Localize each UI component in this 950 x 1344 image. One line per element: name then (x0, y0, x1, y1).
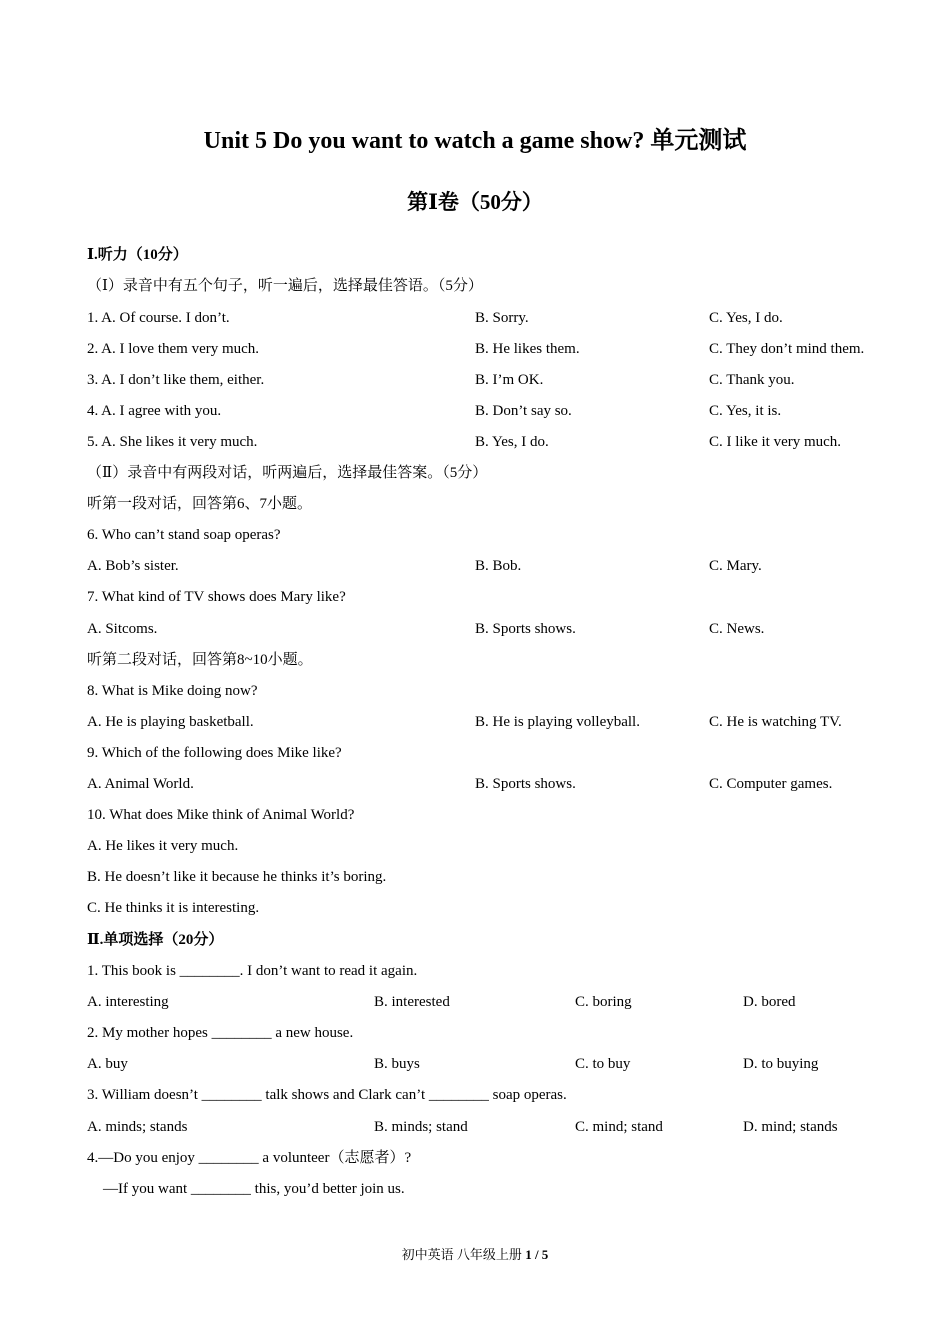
option-a: A. Animal World. (87, 776, 194, 792)
option-b: B. I’m OK. (475, 372, 544, 388)
question-8: 8. What is Mike doing now? (87, 683, 258, 699)
option-a: A. minds; stands (87, 1119, 188, 1135)
option-b: B. He is playing volleyball. (475, 714, 640, 730)
option-a: A. He likes it very much. (87, 838, 239, 854)
option-b: B. He doesn’t like it because he thinks it’s boring. (87, 869, 387, 885)
list-item (87, 553, 887, 579)
option-b: B. Don’t say so. (475, 403, 572, 419)
option-b: B. He likes them. (475, 341, 580, 357)
option-d: D. bored (743, 994, 796, 1010)
question-4-reply: —If you want ________ this, you’d better join us. (103, 1181, 405, 1197)
list-item (87, 709, 887, 735)
part-subtitle: 第Ⅰ卷（50分） (407, 190, 543, 214)
option-c: C. Yes, it is. (709, 403, 782, 419)
list-item (87, 367, 887, 393)
option-a: 5. A. She likes it very much. (87, 434, 258, 450)
option-a: 2. A. I love them very much. (87, 341, 260, 357)
list-item (87, 336, 887, 362)
option-d: D. to buying (743, 1056, 819, 1072)
question-2: 2. My mother hopes ________ a new house. (87, 1025, 354, 1041)
option-c: C. to buy (575, 1056, 631, 1072)
page-footer (0, 1244, 950, 1266)
option-c: C. Thank you. (709, 372, 795, 388)
option-d: D. mind; stands (743, 1119, 838, 1135)
option-c: C. Yes, I do. (709, 310, 783, 326)
option-b: B. buys (374, 1056, 420, 1072)
option-c: C. mind; stand (575, 1119, 663, 1135)
option-a: 4. A. I agree with you. (87, 403, 222, 419)
part2-instruction: （Ⅱ）录音中有两段对话，听两遍后，选择最佳答案。（5分） (87, 465, 488, 481)
list-item (87, 429, 887, 455)
footer-text: 初中英语 八年级上册 (401, 1247, 522, 1262)
option-c: C. He is watching TV. (709, 714, 842, 730)
question-9: 9. Which of the following does Mike like? (87, 745, 342, 761)
option-b: B. Sports shows. (475, 776, 576, 792)
list-item (87, 1114, 867, 1140)
question-1: 1. This book is ________. I don’t want to read it again. (87, 963, 418, 979)
option-b: B. Bob. (475, 558, 522, 574)
option-c: C. He thinks it is interesting. (87, 900, 260, 916)
dialog1-instruction: 听第一段对话，回答第6、7小题。 (87, 496, 313, 512)
list-item (87, 616, 887, 642)
section-heading-multiple-choice: Ⅱ.单项选择（20分） (87, 932, 224, 948)
option-b: B. Sports shows. (475, 621, 576, 637)
option-c: C. Computer games. (709, 776, 833, 792)
option-c: C. boring (575, 994, 632, 1010)
option-b: B. minds; stand (374, 1119, 468, 1135)
option-a: A. He is playing basketball. (87, 714, 254, 730)
part1-instruction: （Ⅰ）录音中有五个句子，听一遍后，选择最佳答语。（5分） (87, 278, 483, 294)
option-a: A. Sitcoms. (87, 621, 158, 637)
question-6: 6. Who can’t stand soap operas? (87, 527, 281, 543)
option-b: B. interested (374, 994, 450, 1010)
option-b: B. Yes, I do. (475, 434, 549, 450)
list-item (87, 1051, 867, 1077)
option-a: A. interesting (87, 994, 169, 1010)
option-a: 1. A. Of course. I don’t. (87, 310, 230, 326)
section-heading-listening: Ⅰ.听力（10分） (87, 247, 188, 263)
option-b: B. Sorry. (475, 310, 529, 326)
question-10: 10. What does Mike think of Animal World? (87, 807, 355, 823)
list-item (87, 398, 887, 424)
list-item (87, 305, 887, 331)
question-3: 3. William doesn’t ________ talk shows and Clark can’t ________ soap operas. (87, 1087, 567, 1103)
option-a: A. Bob’s sister. (87, 558, 179, 574)
dialog2-instruction: 听第二段对话，回答第8~10小题。 (87, 652, 313, 668)
page-title: Unit 5 Do you want to watch a game show? 单元测试 (203, 128, 747, 154)
option-c: C. Mary. (709, 558, 762, 574)
option-a: A. buy (87, 1056, 128, 1072)
option-a: 3. A. I don’t like them, either. (87, 372, 265, 388)
option-c: C. I like it very much. (709, 434, 842, 450)
page-number: 1 / 5 (525, 1247, 549, 1262)
list-item (87, 771, 887, 797)
question-7: 7. What kind of TV shows does Mary like? (87, 589, 346, 605)
question-4: 4.—Do you enjoy ________ a volunteer（志愿者）? (87, 1150, 412, 1166)
option-c: C. News. (709, 621, 765, 637)
option-c: C. They don’t mind them. (709, 341, 865, 357)
list-item (87, 989, 867, 1015)
